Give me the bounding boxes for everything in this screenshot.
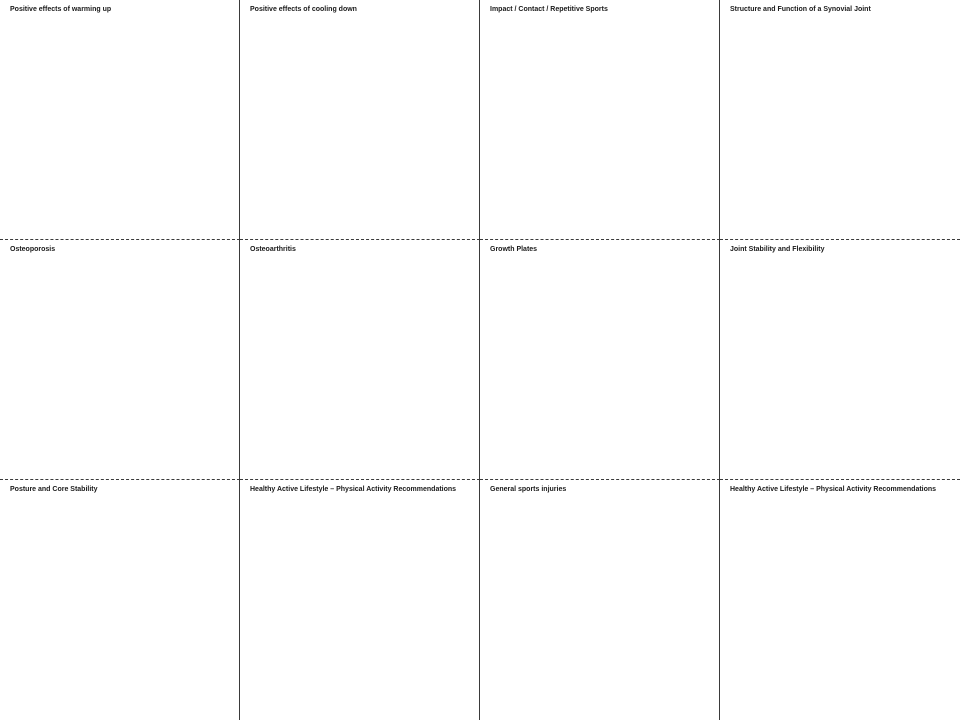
cell-synovial-joint	[720, 0, 960, 240]
cell-title: Osteoarthritis	[250, 246, 296, 253]
cell-writing-area[interactable]	[480, 16, 719, 239]
cell-growth-plates	[480, 240, 720, 480]
cell-title: Positive effects of cooling down	[250, 6, 357, 13]
cell-writing-area[interactable]	[240, 496, 479, 720]
cell-writing-area[interactable]	[0, 496, 239, 720]
cell-healthy-lifestyle-2	[720, 480, 960, 720]
cell-writing-area[interactable]	[720, 496, 960, 720]
cell-writing-area[interactable]	[720, 256, 960, 479]
cell-joint-stability	[720, 240, 960, 480]
cell-title: Impact / Contact / Repetitive Sports	[490, 6, 608, 13]
cell-title: Structure and Function of a Synovial Joint	[730, 6, 871, 13]
cell-title: Posture and Core Stability	[10, 486, 98, 493]
cell-writing-area[interactable]	[0, 256, 239, 479]
cell-writing-area[interactable]	[480, 256, 719, 479]
cell-warming-up	[0, 0, 240, 240]
cell-osteoarthritis	[240, 240, 480, 480]
cell-title: Growth Plates	[490, 246, 538, 253]
cell-title: Joint Stability and Flexibility	[730, 246, 825, 253]
cell-title: Healthy Active Lifestyle – Physical Activity Recommendations	[730, 486, 937, 493]
cell-healthy-lifestyle	[240, 480, 480, 720]
cell-title: Positive effects of warming up	[10, 6, 112, 13]
cell-osteoporosis	[0, 240, 240, 480]
cell-sports-injuries	[480, 480, 720, 720]
cell-writing-area[interactable]	[0, 16, 239, 239]
cell-impact-sports	[480, 0, 720, 240]
cell-title: General sports injuries	[490, 486, 567, 493]
cell-writing-area[interactable]	[480, 496, 719, 720]
cell-cooling-down	[240, 0, 480, 240]
cell-writing-area[interactable]	[720, 16, 960, 239]
cell-writing-area[interactable]	[240, 256, 479, 479]
cell-writing-area[interactable]	[240, 16, 479, 239]
cell-posture-core	[0, 480, 240, 720]
cell-title: Osteoporosis	[10, 246, 56, 253]
cell-title: Healthy Active Lifestyle – Physical Activity Recommendations	[250, 486, 457, 493]
